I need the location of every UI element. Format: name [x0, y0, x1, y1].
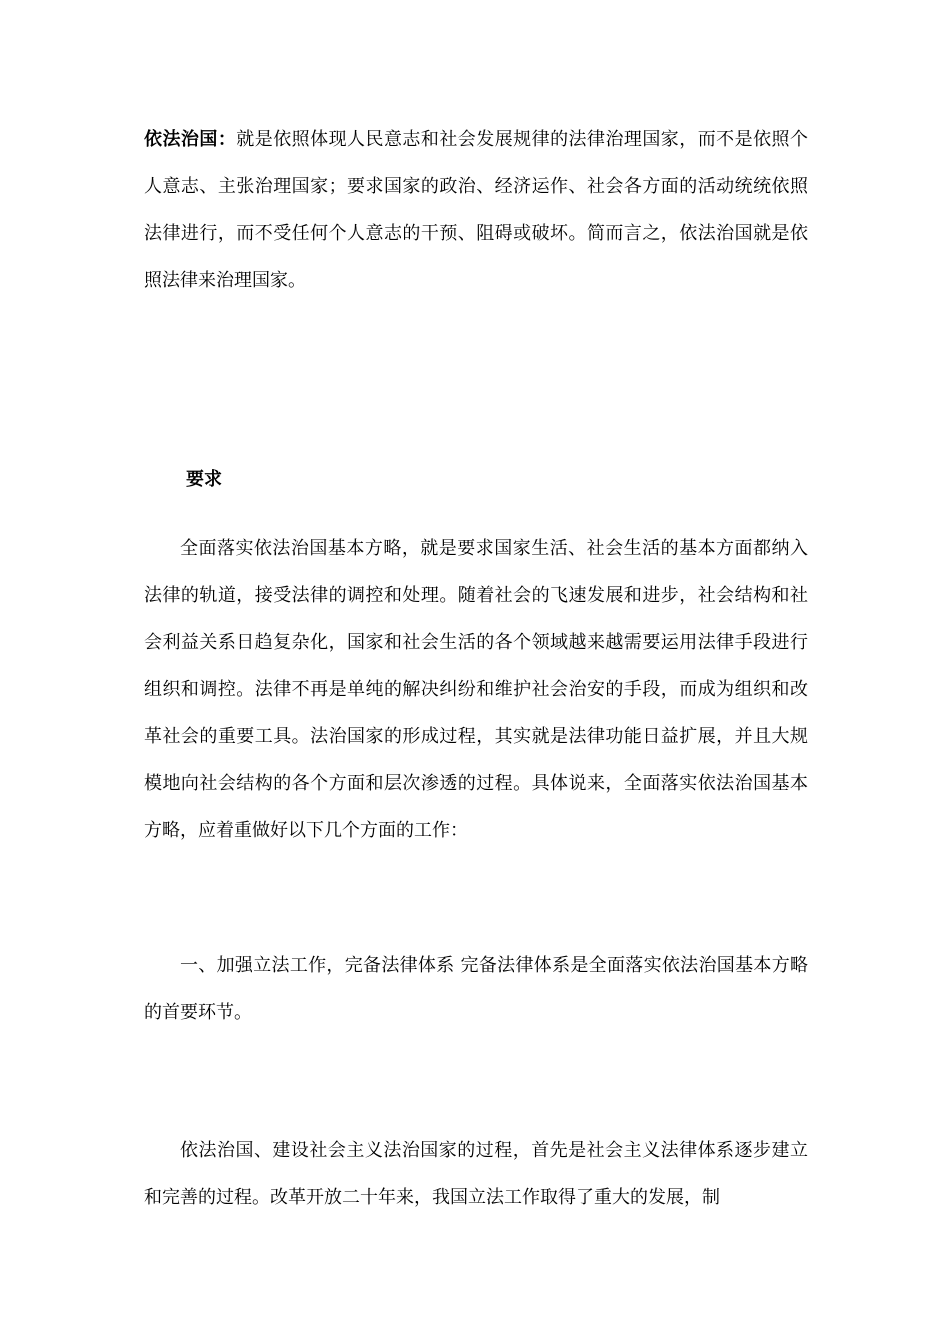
definition-term: 依法治国：: [144, 129, 237, 150]
definition-paragraph: [144, 116, 808, 304]
requirements-paragraph: 全面落实依法治国基本方略，就是要求国家生活、社会生活的基本方面都纳入法律的轨道，接受法律的调控和处理。随着社会的飞速发展和进步，社会结构和社会利益关系日趋复杂化，国家和社会生活的各个领域越来越需要运用法律手段进行组织和调控。法律不再是单纯的解决纠纷和维护社会治安的手段，而成为组织和改革社会的重要工具。法治国家的形成过程，其实就是法律功能日益扩展，并且大规模地向社会结构的各个方面和层次渗透的过程。具体说来，全面落实依法治国基本方略，应着重做好以下几个方面的工作：: [144, 538, 808, 841]
legal-system-paragraph: 依法治国、建设社会主义法治国家的过程，首先是社会主义法律体系逐步建立和完善的过程。改革开放二十年来，我国立法工作取得了重大的发展，制: [144, 1140, 808, 1208]
item-one-paragraph: 一、加强立法工作，完备法律体系 完备法律体系是全面落实依法治国基本方略的首要环节。: [144, 955, 808, 1023]
definition-text: 就是依照体现人民意志和社会发展规律的法律治理国家，而不是依照个人意志、主张治理国家；要求国家的政治、经济运作、社会各方面的活动统统依照法律进行，而不受任何个人意志的干预、阻碍或破坏。简而言之，依法治国就是依照法律来治理国家。: [144, 129, 809, 291]
section-heading: 要求: [186, 469, 222, 490]
